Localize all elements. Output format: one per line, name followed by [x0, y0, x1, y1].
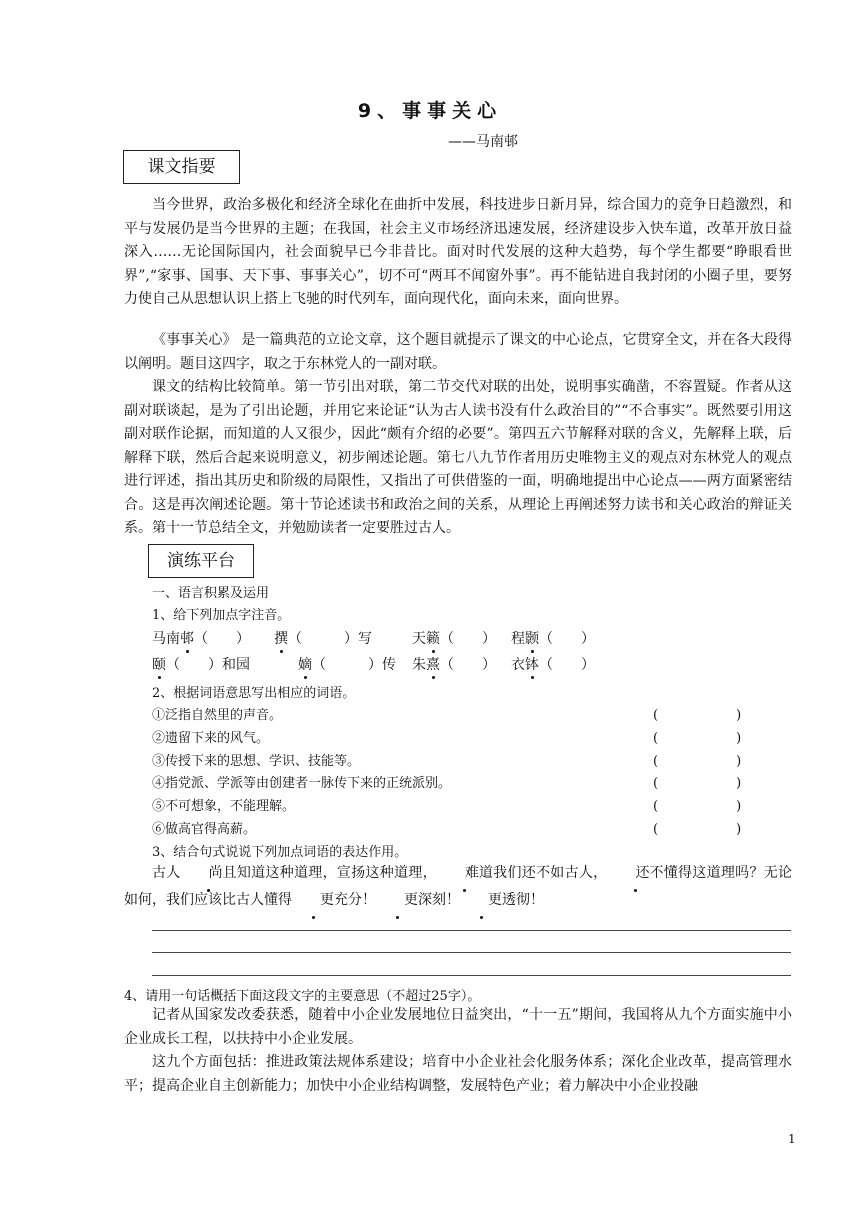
answer-blank[interactable]: ( ) — [653, 708, 742, 723]
dotted-char: 颢 — [525, 628, 539, 648]
answer-line[interactable] — [152, 952, 791, 953]
question-4-paragraph-2: 这九个方面包括：推进政策法规体系建设；培育中小企业社会化服务体系；深化企业改革，提高管理水平；提高企业自主创新能力；加快中小企业结构调整，发展特色产业；着力解决中小企业投融 — [124, 1054, 792, 1094]
answer-blank[interactable]: ( ) — [653, 799, 742, 814]
guide-paragraph-2: 《事事关心》 是一篇典范的立论文章，这个题目就提示了课文的中心论点，它贯穿全文，并在各大段得以阐明。题目这四字，取之于东林党人的一副对联。 — [124, 332, 792, 372]
guide-paragraph-3: 课文的结构比较简单。第一节引出对联，第二节交代对联的出处，说明事实确凿，不容置疑。作者从这副对联谈起，是为了引出论题，并用它来论证“认为古人读书没有什么政治目的”“不合事实”。既然要引用这副对联作论据，而知道的人又很少，因此“颇有介绍的必要”。第四五六节解释对联的含义，先解释上联，后解释下联，然后合起来说明意义，初步阐述论题。第七八九节作者用历史唯物主义的观点对东林党人的观点进行评述，指出其历史和阶级的局限性，又指出了可供借鉴的一面，明确地提出中心论点——两方面紧密结合。这是再次阐述论题。第十节论述读书和政治之间的关系，从理论上再阐述努力读书和关心政治的辩证关系。第十一节总结全文，并勉励读者一定要胜过古人。 — [124, 379, 792, 536]
answer-blank[interactable]: ( ) — [653, 754, 742, 769]
definition-item: ③传授下来的思想、学识、技能等。 — [152, 754, 361, 769]
pinyin-item: 衣钵（ ） — [511, 654, 595, 674]
pinyin-item: 天籁（ ） — [412, 628, 496, 648]
pinyin-item: 程颢（ ） — [511, 628, 595, 648]
part-one-heading: 一、语言积累及运用 — [152, 586, 270, 601]
pinyin-item: 嫡（ ）传 — [298, 654, 396, 674]
pinyin-row-1 — [152, 628, 595, 648]
question-3-passage: 古人 尚且知道这种道理，宣扬这种道理， 难道我们还不如古人， 还不懂得这道理吗？无论如何，我们应该比古人懂得 更充分！ 更深刻！ 更透彻！ — [124, 860, 792, 914]
section-heading-guide: 课文指要 — [123, 150, 240, 184]
dotted-char: 籁 — [426, 628, 440, 648]
section-heading-practice: 演练平台 — [148, 544, 254, 578]
question-1: 1、给下列加点字注音。 — [152, 608, 291, 623]
page-number: 1 — [788, 1132, 796, 1146]
question-4: 4、请用一句话概括下面这段文字的主要意思（不超过25字）。 — [124, 989, 481, 1004]
dotted-word: 还不 — [607, 860, 663, 887]
pinyin-item: 颐（ ）和园 — [152, 657, 250, 673]
dotted-word: 更 — [460, 887, 502, 914]
pinyin-item: 马南邨（ ） — [152, 631, 250, 647]
question-4-paragraph-1: 记者从国家发改委获悉，随着中小企业发展地位日益突出，“十一五”期间，我国将从九个方面实施中小企业成长工程，以扶持中小企业发展。 — [124, 1007, 792, 1047]
dotted-word: 难道 — [437, 860, 493, 887]
definition-item: ①泛指自然里的声音。 — [152, 708, 283, 723]
definition-item: ②遗留下来的风气。 — [152, 731, 270, 746]
dotted-char: 钵 — [525, 654, 539, 674]
dotted-char: 邨 — [180, 628, 194, 648]
pinyin-row-2 — [152, 654, 595, 674]
answer-blank[interactable]: ( ) — [653, 776, 742, 791]
author-line: ——马南邨 — [448, 134, 518, 150]
dotted-word: 更 — [376, 887, 418, 914]
definition-item: ⑤不可想象，不能理解。 — [152, 799, 296, 814]
definition-item: ④指党派、学派等由创建者一脉传下来的正统派别。 — [152, 776, 452, 791]
answer-line[interactable] — [152, 975, 791, 976]
dotted-char: 熹 — [426, 654, 440, 674]
dotted-char: 颐 — [152, 654, 166, 674]
answer-blank[interactable]: ( ) — [653, 731, 742, 746]
question-2: 2、根据词语意思写出相应的词语。 — [152, 686, 356, 701]
page-title: 9、事事关心 — [357, 100, 503, 122]
guide-paragraph-1: 当今世界，政治多极化和经济全球化在曲折中发展，科技进步日新月异，综合国力的竞争日趋激烈，和平与发展仍是当今世界的主题；在我国，社会主义市场经济迅速发展，经济建设步入快车道，改革开放日益深入……无论国际国内，社会面貌早已今非昔比。面对时代发展的这种大趋势，每个学生都要“睁眼看世界”,“家事、国事、天下事、事事关心”，切不可“两耳不闻窗外事”。再不能钻进自我封闭的小圈子里，要努力使自己从思想认识上搭上飞驰的时代列车，面向现代化，面向未来，面向世界。 — [124, 197, 792, 307]
answer-blank[interactable]: ( ) — [653, 822, 742, 837]
dotted-word: 尚且 — [181, 860, 237, 887]
dotted-char: 撰 — [274, 628, 288, 648]
definition-item: ⑥做高官得高薪。 — [152, 822, 257, 837]
dotted-char: 嫡 — [298, 654, 312, 674]
dotted-word: 更 — [292, 887, 334, 914]
question-3: 3、结合句式说说下列加点词语的表达作用。 — [152, 845, 408, 860]
pinyin-item: 朱熹（ ） — [412, 654, 496, 674]
answer-line[interactable] — [152, 930, 791, 931]
pinyin-item: 撰（ ）写 — [274, 628, 372, 648]
